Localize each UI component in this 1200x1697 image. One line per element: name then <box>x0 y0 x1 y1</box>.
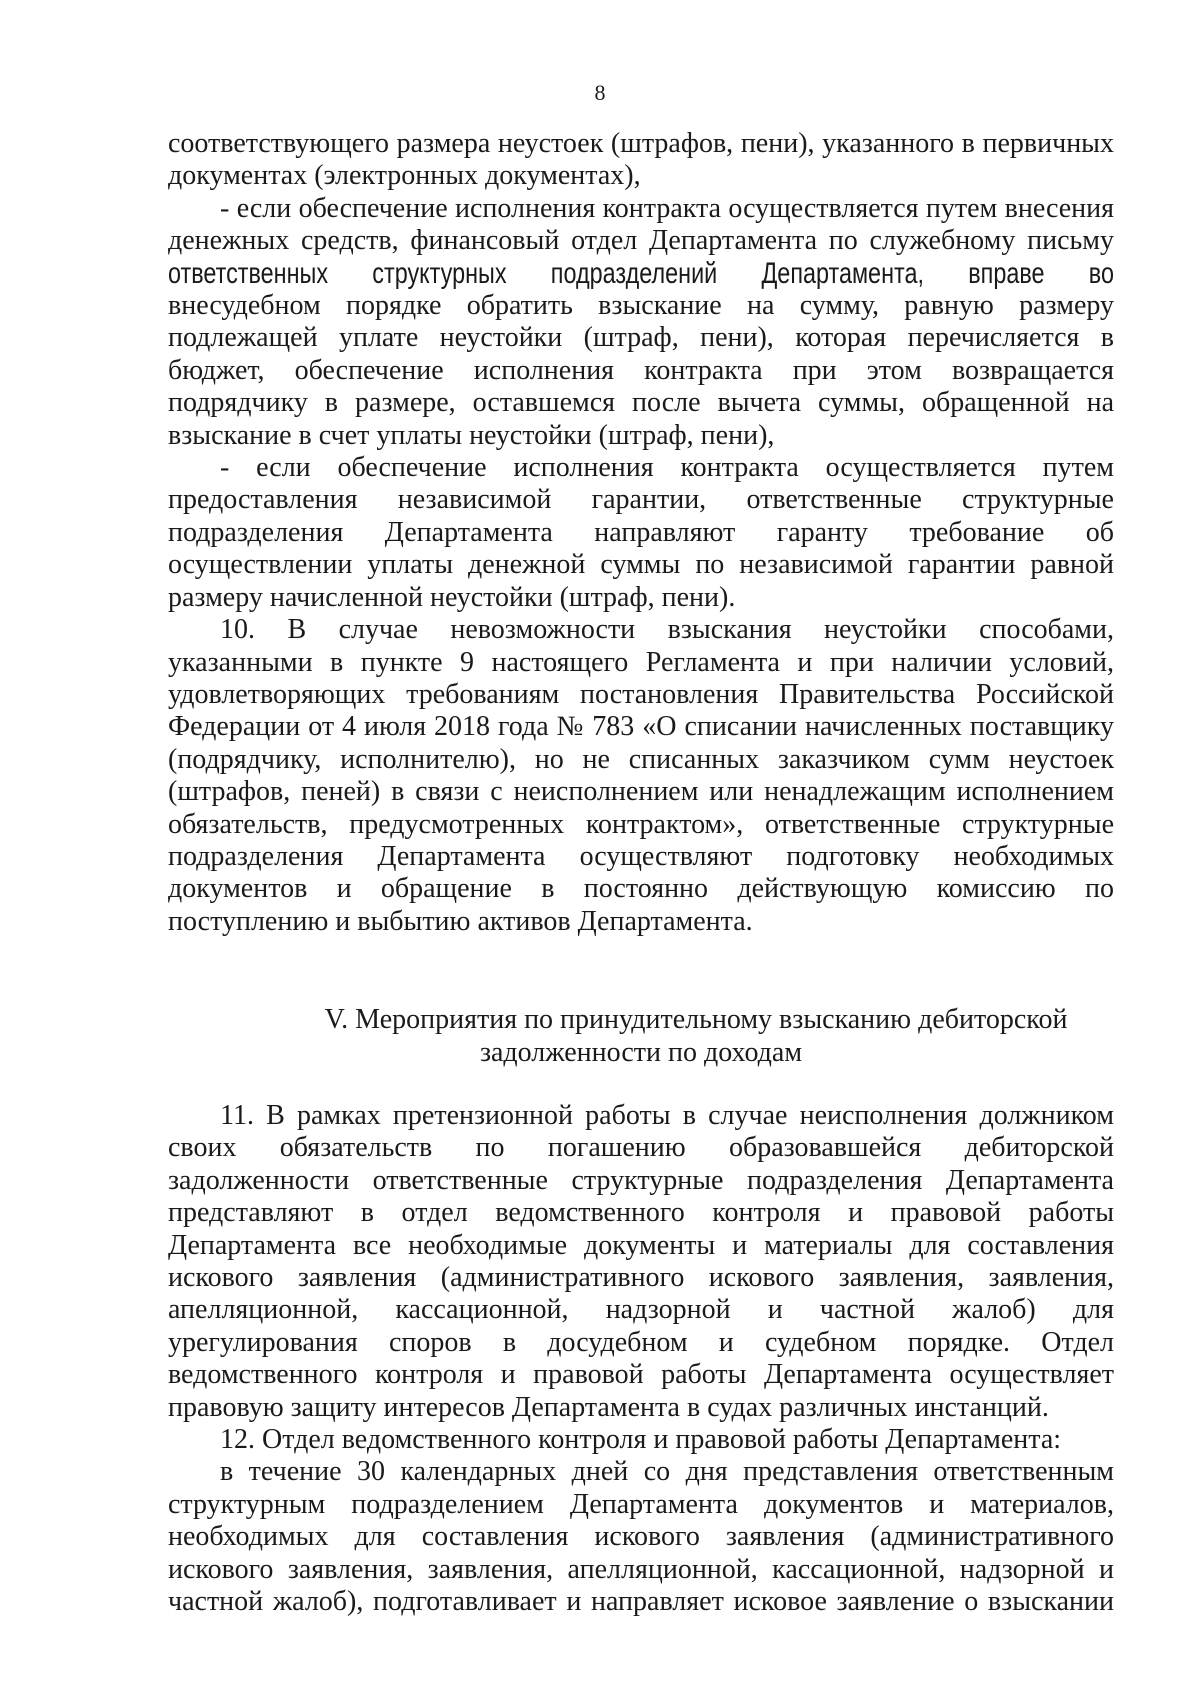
text-line: подразделения Департамента направляют гаранту требование об <box>168 516 1114 548</box>
text-line: ответственных структурных подразделений Департамента, вправе во <box>168 256 1114 290</box>
text-line: подрядчику в размере, оставшемся после вычета суммы, обращенной на <box>168 387 1114 419</box>
text-line: Федерации от 4 июля 2018 года № 783 «О списании начисленных поставщику <box>168 711 1114 743</box>
heading-line: V. Мероприятия по принудительному взысканию дебиторской <box>324 1004 1068 1035</box>
text-line: апелляционной, кассационной, надзорной и частной жалоб) для <box>168 1294 1114 1326</box>
text-line: предоставления независимой гарантии, ответственные структурные <box>168 484 1114 516</box>
text-line: - если обеспечение исполнения контракта осуществляется путем внесения <box>220 192 1114 224</box>
text-line: правовую защиту интересов Департамента в судах различных инстанций. <box>168 1391 1049 1423</box>
text-line: искового заявления, заявления, апелляционной, кассационной, надзорной и <box>168 1553 1114 1585</box>
text-line: своих обязательств по погашению образовавшейся дебиторской <box>168 1132 1114 1164</box>
text-line: 10. В случае невозможности взыскания неустойки способами, <box>220 614 1114 646</box>
text-line: осуществлении уплаты денежной суммы по независимой гарантии равной <box>168 549 1114 581</box>
text-line: 12. Отдел ведомственного контроля и правовой работы Департамента: <box>220 1424 1062 1456</box>
text-line: бюджет, обеспечение исполнения контракта при этом возвращается <box>168 354 1114 386</box>
body-text-block-1 <box>168 128 1114 938</box>
heading-line: задолженности по доходам <box>479 1037 803 1068</box>
text-line: документов и обращение в постоянно действующую комиссию по <box>168 873 1114 905</box>
text-line: обязательств, предусмотренных контрактом», ответственные структурные <box>168 808 1114 840</box>
text-line: структурным подразделением Департамента документов и материалов, <box>168 1488 1114 1520</box>
text-line: документах (электронных документах), <box>168 160 641 192</box>
text-line: денежных средств, финансовый отдел Департамента по служебному письму <box>168 225 1114 257</box>
text-line: - если обеспечение исполнения контракта осуществляется путем <box>220 452 1114 484</box>
text-line: соответствующего размера неустоек (штрафов, пени), указанного в первичных <box>168 128 1114 159</box>
text-line: ведомственного контроля и правовой работы Департамента осуществляет <box>168 1359 1114 1391</box>
text-line: необходимых для составления искового заявления (административного <box>168 1521 1114 1553</box>
text-line: подлежащей уплате неустойки (штраф, пени), которая перечисляется в <box>168 322 1114 354</box>
text-line: подразделения Департамента осуществляют подготовку необходимых <box>168 840 1114 872</box>
section-heading <box>168 1003 1114 1069</box>
text-line: (подрядчику, исполнителю), но не списанных заказчиком сумм неустоек <box>168 743 1114 775</box>
text-line: размеру начисленной неустойки (штраф, пени). <box>168 581 736 613</box>
page-number: 8 <box>594 80 606 105</box>
text-line: (штрафов, пеней) в связи с неисполнением или ненадлежащим исполнением <box>168 776 1114 808</box>
text-line: представляют в отдел ведомственного контроля и правовой работы <box>168 1197 1114 1229</box>
text-line: поступлению и выбытию активов Департамента. <box>168 905 753 937</box>
text-line: частной жалоб), подготавливает и направляет исковое заявление о взыскании <box>168 1586 1114 1618</box>
text-line: удовлетворяющих требованиям постановления Правительства Российской <box>168 678 1114 710</box>
text-line: в течение 30 календарных дней со дня представления ответственным <box>220 1456 1114 1488</box>
text-line: указанными в пункте 9 настоящего Регламента и при наличии условий, <box>168 646 1114 678</box>
text-line: урегулирования споров в досудебном и судебном порядке. Отдел <box>168 1326 1114 1358</box>
text-line: взыскание в счет уплаты неустойки (штраф, пени), <box>168 419 775 451</box>
text-line: искового заявления (административного искового заявления, заявления, <box>168 1262 1114 1294</box>
text-line: внесудебном порядке обратить взыскание на сумму, равную размеру <box>168 290 1114 322</box>
text-line: Департамента все необходимые документы и материалы для составления <box>168 1229 1114 1261</box>
text-line: 11. В рамках претензионной работы в случае неисполнения должником <box>220 1100 1114 1131</box>
text-line: задолженности ответственные структурные подразделения Департамента <box>168 1164 1114 1196</box>
body-text-block-2 <box>168 1100 1114 1619</box>
